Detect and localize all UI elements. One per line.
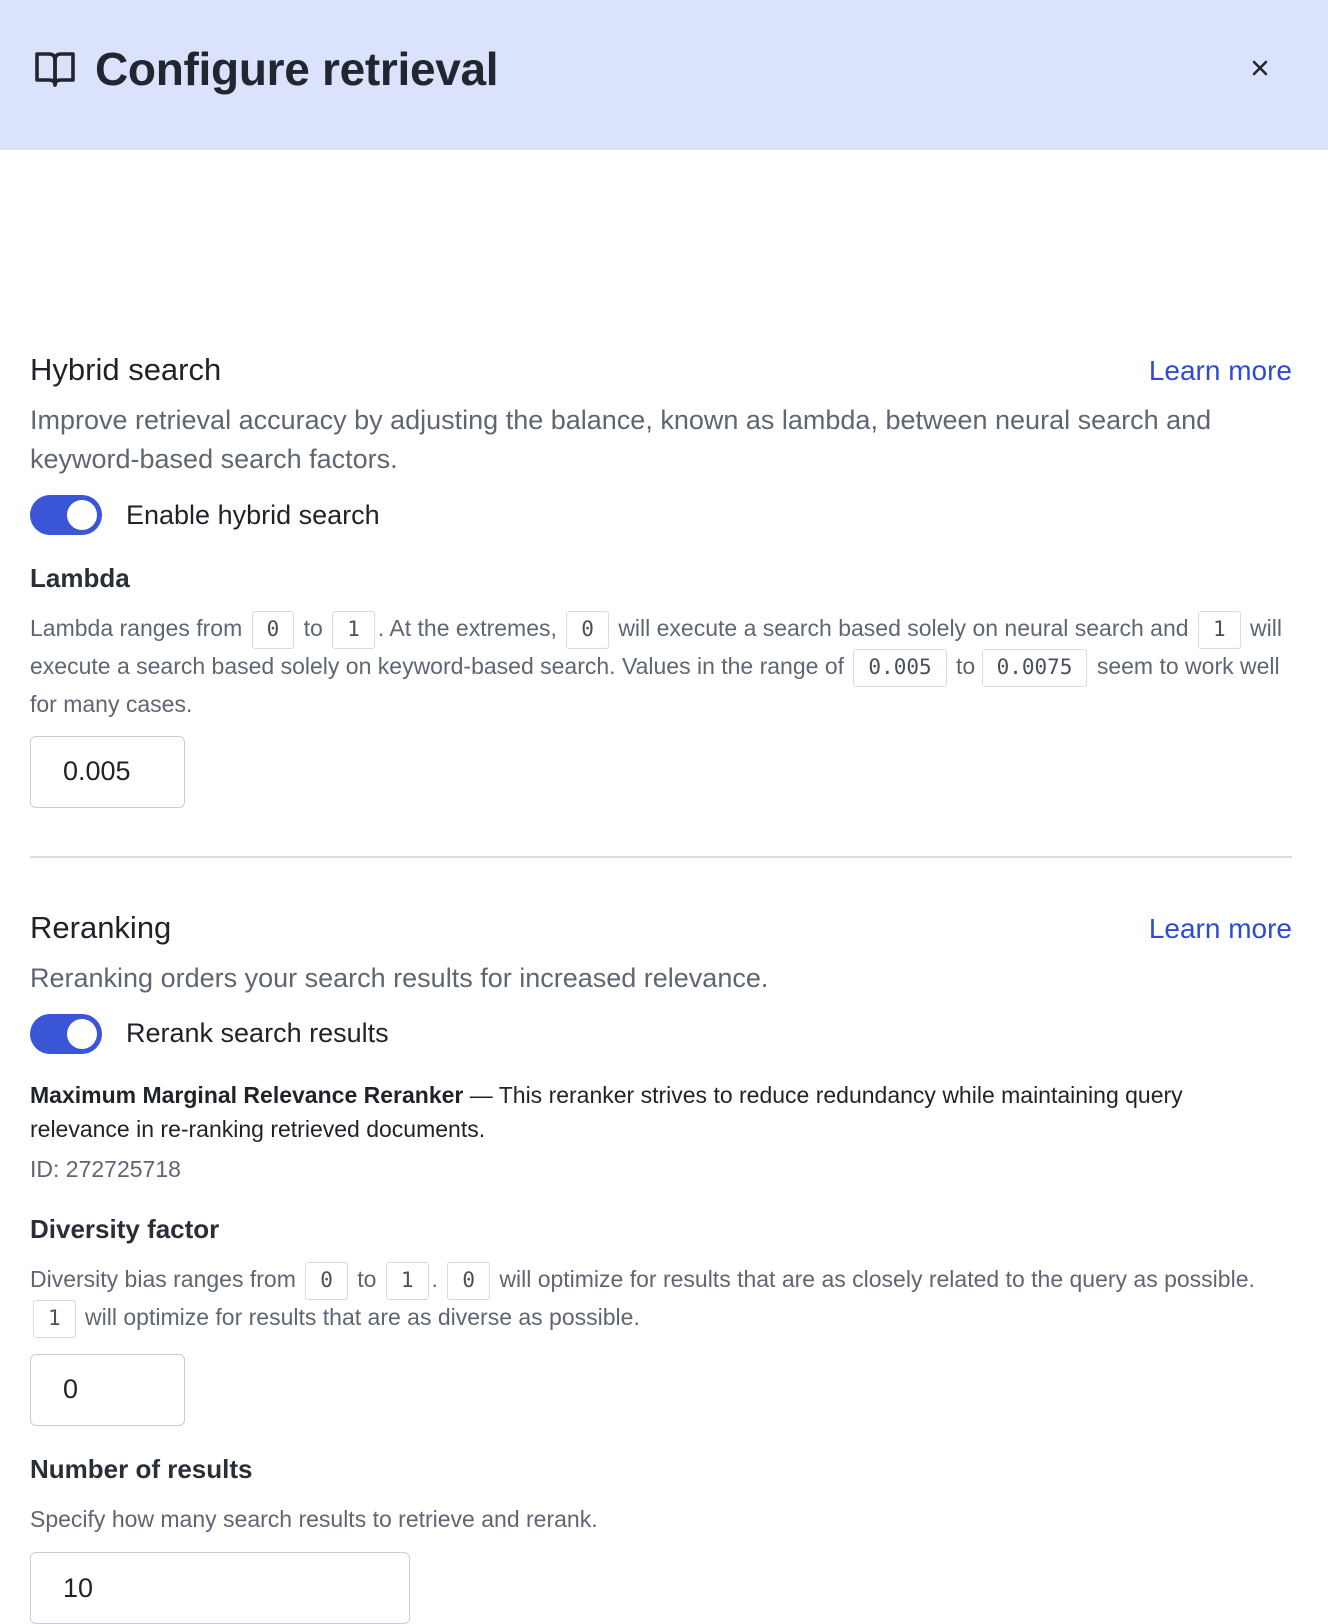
help-text: . <box>431 1265 438 1292</box>
rerank-search-results-label: Rerank search results <box>126 1018 389 1048</box>
code-value: 1 <box>33 1300 76 1338</box>
help-text: to <box>303 615 323 642</box>
diversity-help <box>30 1262 1292 1338</box>
diversity-factor-input[interactable] <box>30 1354 185 1426</box>
code-value: 0 <box>252 611 295 649</box>
lambda-title: Lambda <box>30 563 130 593</box>
help-text: will execute a search based solely on neural search and <box>618 615 1189 642</box>
code-value: 0 <box>305 1262 348 1300</box>
help-text: will optimize for results that are as closely related to the query as possible. <box>499 1265 1255 1292</box>
dialog-title: Configure retrieval <box>95 43 499 95</box>
code-value: 1 <box>386 1262 429 1300</box>
reranking-learn-more-link[interactable]: Learn more <box>1148 912 1292 944</box>
close-icon <box>1252 60 1268 76</box>
lambda-input[interactable] <box>30 736 185 808</box>
reranking-heading-row <box>30 908 1292 949</box>
code-value: 0.0075 <box>982 649 1088 687</box>
hybrid-learn-more-link[interactable]: Learn more <box>1148 355 1292 386</box>
rerank-toggle-row <box>30 1012 1292 1056</box>
dialog-header <box>0 0 1328 150</box>
help-text: to <box>357 1265 377 1292</box>
dialog-body <box>0 150 1328 1624</box>
enable-hybrid-search-label: Enable hybrid search <box>126 499 380 530</box>
number-of-results-title: Number of results <box>30 1453 253 1484</box>
code-value: 1 <box>1198 611 1241 649</box>
help-text: seem to work well for many cases. <box>30 653 1280 717</box>
help-text: will execute a search based solely on keyword-based search. Values in the range of <box>30 615 1282 680</box>
section-divider <box>30 856 1292 858</box>
close-button[interactable] <box>1240 48 1280 88</box>
code-value: 0 <box>447 1262 490 1300</box>
hybrid-search-description: Improve retrieval accuracy by adjusting the balance, known as lambda, between neural search and keyword-based search factors. <box>30 405 1212 474</box>
reranker-description <box>30 1078 1260 1146</box>
enable-hybrid-search-toggle[interactable] <box>30 495 102 535</box>
reranker-id: ID: 272725718 <box>30 1155 181 1182</box>
code-value: 1 <box>332 611 375 649</box>
hybrid-search-title: Hybrid search <box>30 352 222 387</box>
reranker-name: Maximum Marginal Relevance Reranker <box>30 1081 464 1108</box>
reranking-description: Reranking orders your search results for increased relevance. <box>30 962 769 993</box>
number-of-results-help: Specify how many search results to retrieve and rerank. <box>30 1505 598 1532</box>
help-text: Lambda ranges from <box>30 615 243 642</box>
hybrid-toggle-row <box>30 493 1292 537</box>
reranker-summary: — This reranker strives to reduce redundancy while maintaining query relevance in re-ranking retrieved documents. <box>30 1081 1183 1142</box>
help-text: . At the extremes, <box>377 615 557 642</box>
toggle-knob <box>67 1019 97 1049</box>
number-of-results-input[interactable] <box>30 1552 410 1624</box>
rerank-search-results-toggle[interactable] <box>30 1014 102 1054</box>
code-value: 0 <box>566 611 609 649</box>
hybrid-search-heading-row <box>30 350 1292 391</box>
lambda-help <box>30 611 1292 722</box>
help-text: will optimize for results that are as diverse as possible. <box>85 1303 640 1330</box>
book-open-icon <box>34 50 76 88</box>
help-text: Diversity bias ranges from <box>30 1265 296 1292</box>
code-value: 0.005 <box>853 649 946 687</box>
diversity-factor-title: Diversity factor <box>30 1213 220 1244</box>
reranking-title: Reranking <box>30 909 172 945</box>
toggle-knob <box>67 500 97 530</box>
help-text: to <box>956 653 976 680</box>
